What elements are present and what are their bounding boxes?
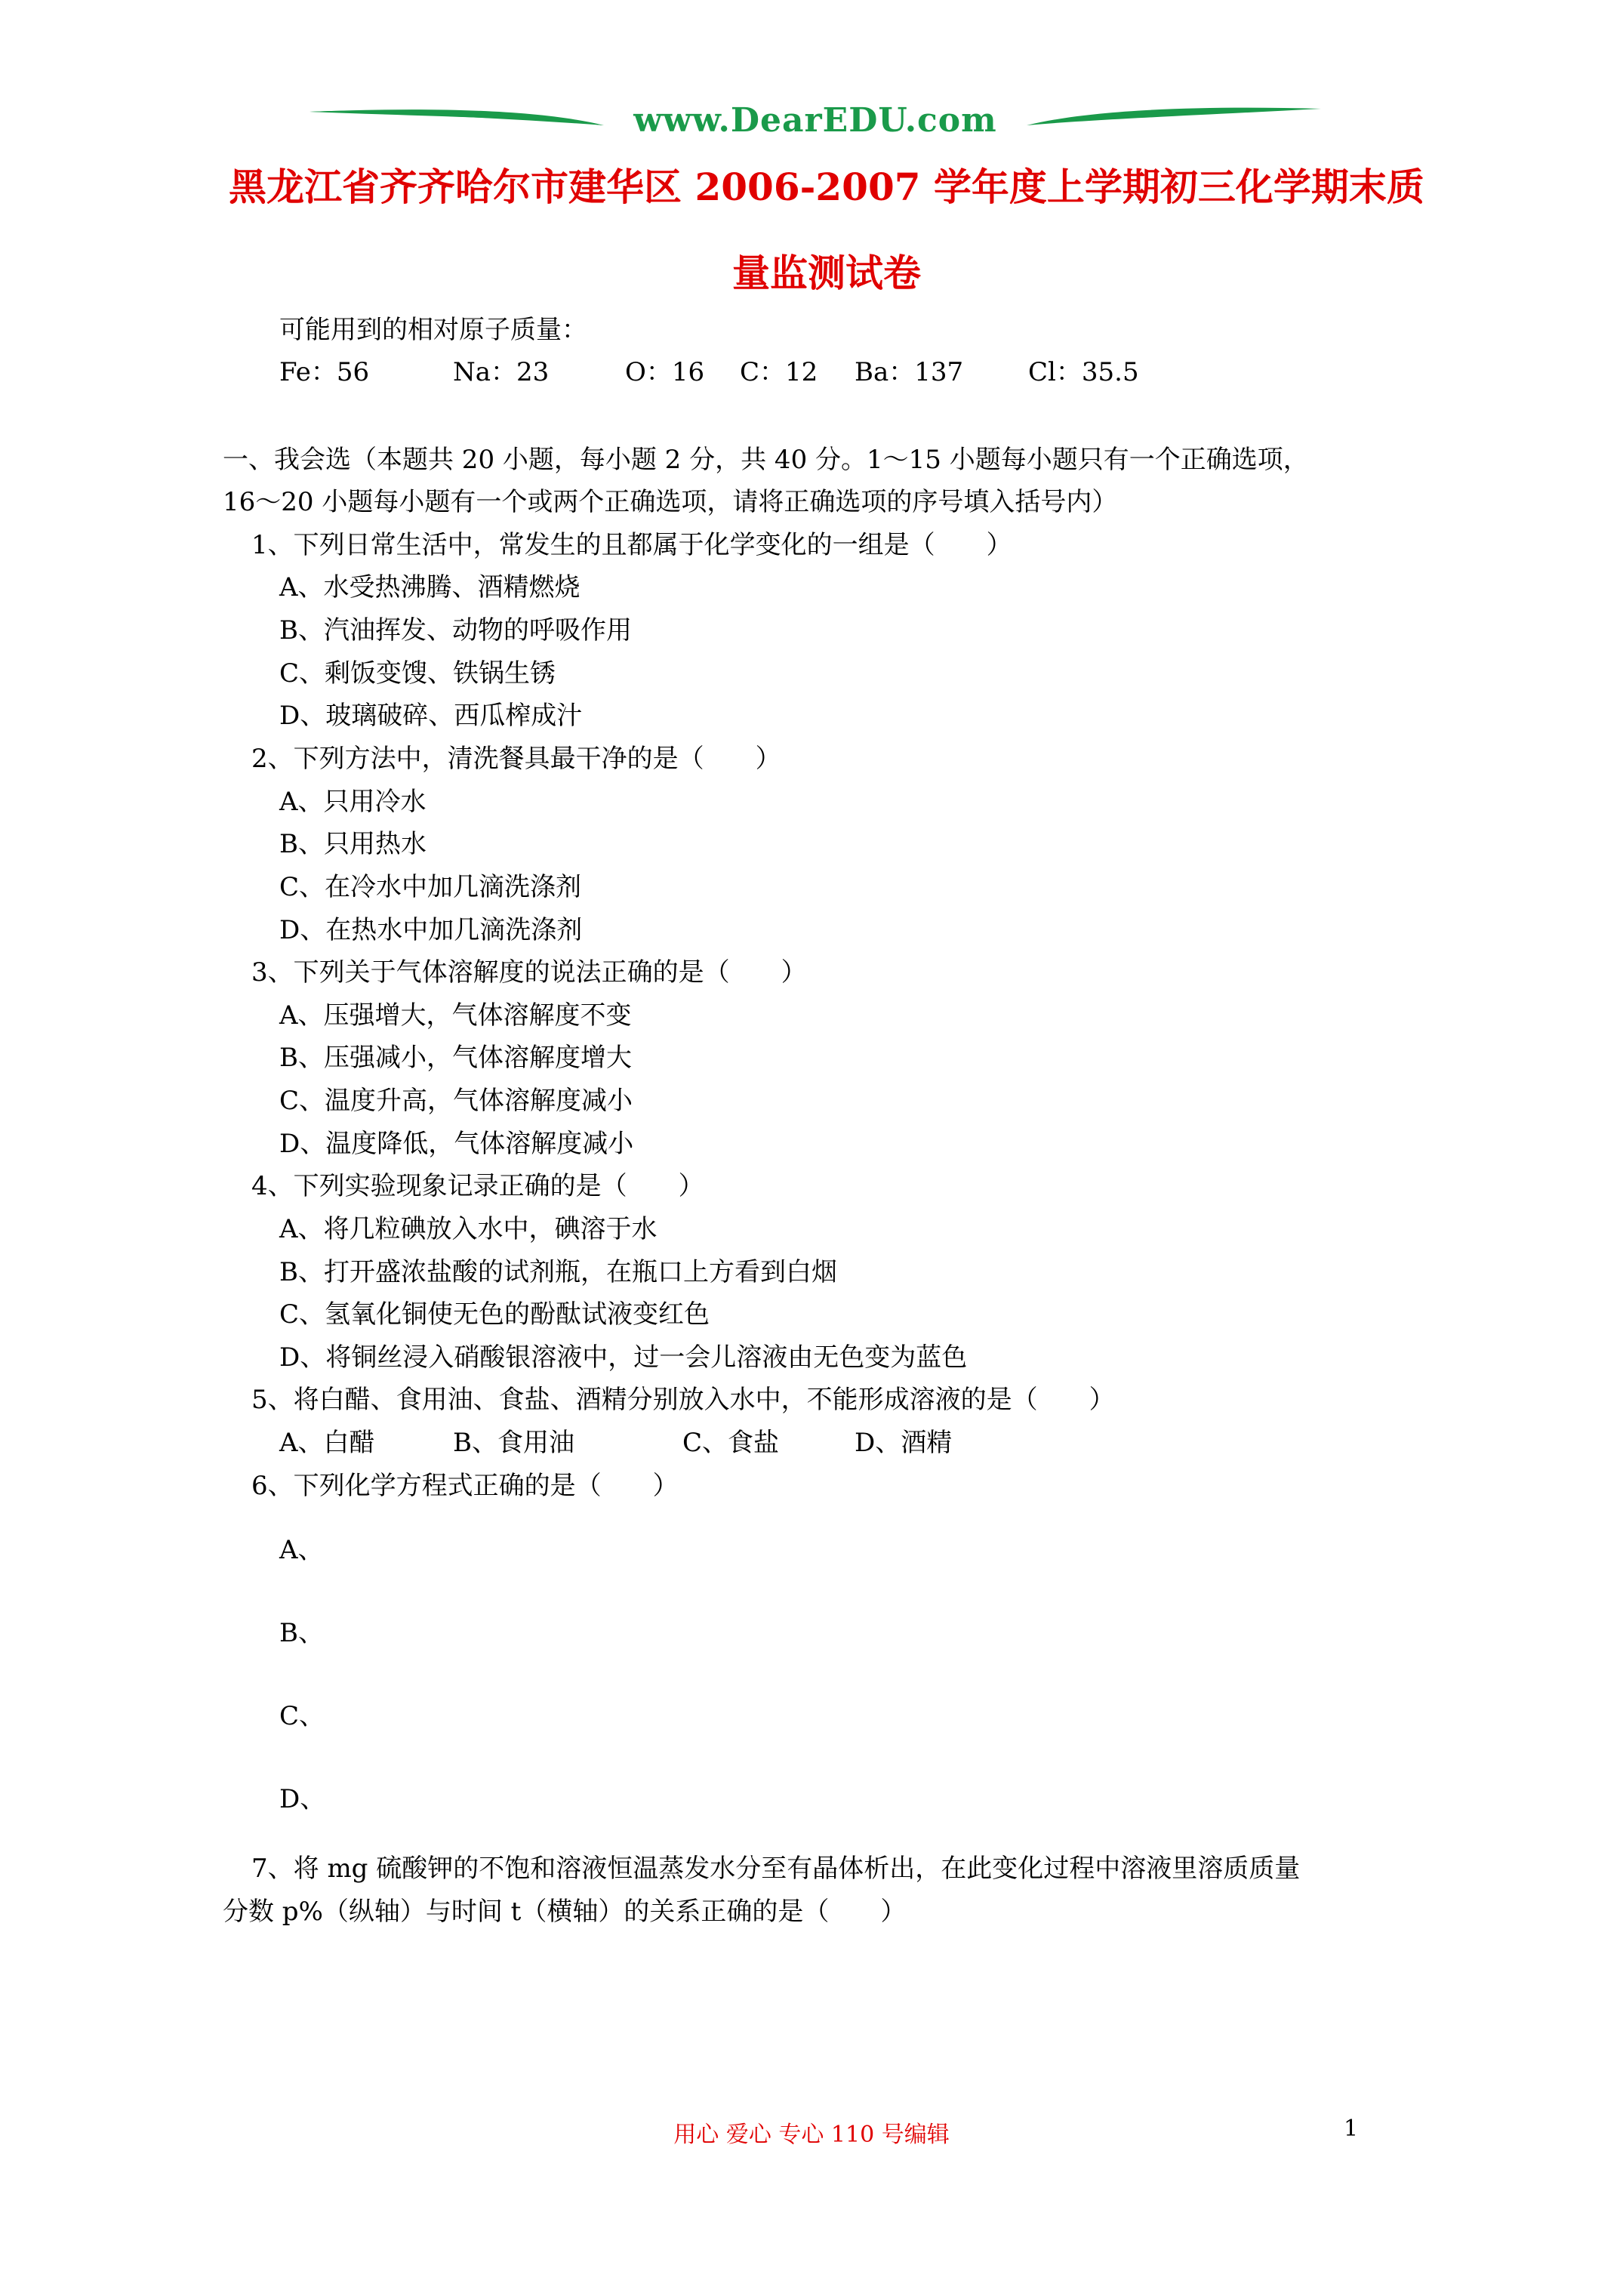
question-1-option-c: C、剩饭变馊、铁锅生锈 xyxy=(279,658,556,689)
site-logo xyxy=(310,98,1321,151)
question-6-stem: 6、下列化学方程式正确的是（ ） xyxy=(251,1471,679,1501)
question-2-option-a: A、只用冷水 xyxy=(279,787,427,817)
question-2-stem: 2、下列方法中，清洗餐具最干净的是（ ） xyxy=(251,744,781,774)
question-1-option-a: A、水受热沸腾、酒精燃烧 xyxy=(279,572,581,603)
question-4-option-d: D、将铜丝浸入硝酸银溶液中，过一会儿溶液由无色变为蓝色 xyxy=(279,1342,968,1373)
question-2-option-c: C、在冷水中加几滴洗涤剂 xyxy=(279,872,582,902)
question-6-option-a: A、 xyxy=(279,1535,324,1565)
question-3-option-c: C、温度升高，气体溶解度减小 xyxy=(279,1086,633,1116)
question-3-option-d: D、温度降低，气体溶解度减小 xyxy=(279,1129,634,1159)
section-heading-line2: 16～20 小题每小题有一个或两个正确选项，请将正确选项的序号填入括号内） xyxy=(223,487,1118,517)
question-4-stem: 4、下列实验现象记录正确的是（ ） xyxy=(251,1171,704,1201)
question-1-stem: 1、下列日常生活中，常发生的且都属于化学变化的一组是（ ） xyxy=(251,530,1012,560)
question-4-option-b: B、打开盛浓盐酸的试剂瓶，在瓶口上方看到白烟 xyxy=(279,1257,837,1287)
question-2-option-b: B、只用热水 xyxy=(279,829,427,859)
question-1-option-b: B、汽油挥发、动物的呼吸作用 xyxy=(279,615,632,646)
question-7-stem-line2: 分数 p%（纵轴）与时间 t（横轴）的关系正确的是（ ） xyxy=(223,1897,907,1927)
question-3-option-b: B、压强减小，气体溶解度增大 xyxy=(279,1043,632,1073)
page-footer: 用心 爱心 专心 110 号编辑 xyxy=(673,2122,950,2148)
question-4-option-c: C、氢氧化铜使无色的酚酞试液变红色 xyxy=(279,1299,710,1330)
question-6-option-d: D、 xyxy=(279,1784,326,1814)
question-1-option-d: D、玻璃破碎、西瓜榨成汁 xyxy=(279,701,583,731)
question-3-option-a: A、压强增大，气体溶解度不变 xyxy=(279,1000,632,1031)
question-5-option-a: A、白醋 xyxy=(279,1428,375,1458)
question-7-stem-line1: 7、将 mg 硫酸钾的不饱和溶液恒温蒸发水分至有晶体析出，在此变化过程中溶液里溶质质量 xyxy=(251,1854,1301,1884)
logo-text: www.DearEDU.com xyxy=(633,101,997,140)
page-title-line1: 黑龙江省齐齐哈尔市建华区 2006-2007 学年度上学期初三化学期末质 xyxy=(229,165,1424,209)
atomic-mass-na: Na：23 xyxy=(453,357,550,387)
question-5-option-d: D、酒精 xyxy=(855,1428,953,1458)
question-6-option-c: C、 xyxy=(279,1701,325,1731)
atomic-mass-intro: 可能用到的相对原子质量： xyxy=(279,315,587,345)
question-3-stem: 3、下列关于气体溶解度的说法正确的是（ ） xyxy=(251,957,807,988)
question-4-option-a: A、将几粒碘放入水中，碘溶于水 xyxy=(279,1214,658,1244)
section-heading-line1: 一、我会选（本题共 20 小题，每小题 2 分，共 40 分。1～15 小题每小题只有一个正确选项， xyxy=(223,445,1309,475)
question-2-option-d: D、在热水中加几滴洗涤剂 xyxy=(279,915,583,945)
page-title-line2: 量监测试卷 xyxy=(732,251,921,295)
question-5-option-b: B、食用油 xyxy=(453,1428,574,1458)
atomic-mass-ba: Ba：137 xyxy=(855,357,964,387)
question-5-stem: 5、将白醋、食用油、食盐、酒精分别放入水中，不能形成溶液的是（ ） xyxy=(251,1385,1115,1415)
atomic-mass-c: C：12 xyxy=(740,357,818,387)
question-5-option-c: C、食盐 xyxy=(682,1428,780,1458)
page-number: 1 xyxy=(1344,2116,1359,2142)
atomic-mass-fe: Fe：56 xyxy=(279,357,370,387)
question-6-option-b: B、 xyxy=(279,1618,324,1648)
atomic-mass-cl: Cl：35.5 xyxy=(1028,357,1139,387)
atomic-mass-o: O：16 xyxy=(625,357,705,387)
